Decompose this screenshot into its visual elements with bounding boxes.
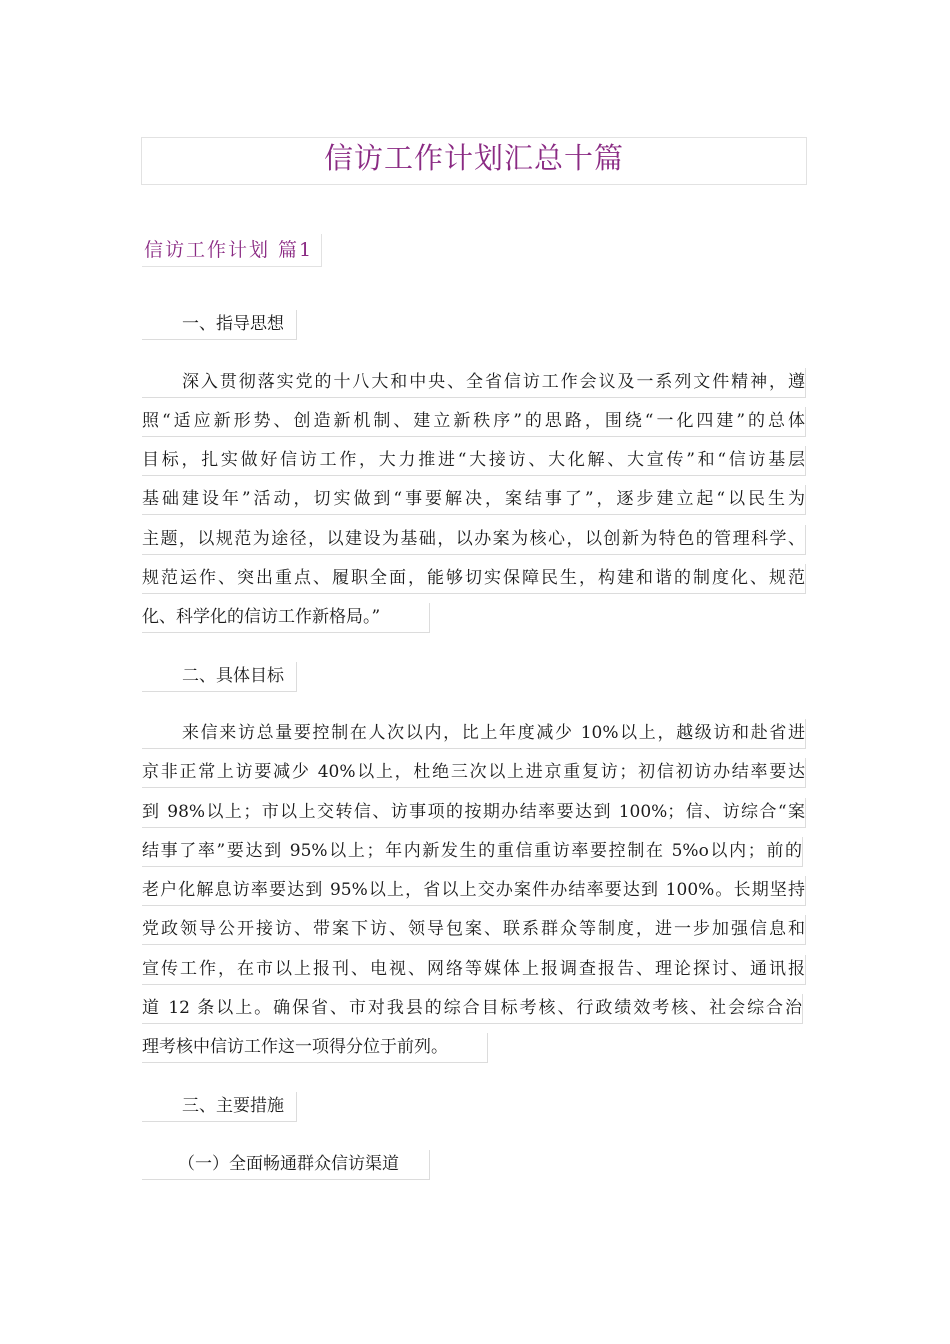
paragraph-2-line: 到 98%以上；市以上交转信、访事项的按期办结率要达到 100%；信、访综合“案: [142, 798, 806, 828]
paragraph-2-line: 老户化解息访率要达到 95%以上，省以上交办案件办结率要达到 100%。长期坚持: [142, 876, 806, 906]
paragraph-2-line: 结事了率”要达到 95%以上；年内新发生的重信重访率要控制在 5%o以内；前的: [142, 837, 803, 867]
paragraph-1-line: 照“适应新形势、创造新机制、建立新秩序”的思路，围绕“一化四建”的总体: [142, 407, 806, 437]
subsection-heading-1: （一）全面畅通群众信访渠道: [142, 1150, 430, 1180]
paragraph-2-line: 理考核中信访工作这一项得分位于前列。: [142, 1033, 488, 1063]
paragraph-1-line: 主题，以规范为途径，以建设为基础，以办案为核心，以创新为特色的管理科学、: [142, 525, 806, 555]
paragraph-1-line: 目标，扎实做好信访工作，大力推进“大接访、大化解、大宣传”和“信访基层: [142, 446, 806, 476]
paragraph-2-line: 来信来访总量要控制在人次以内，比上年度减少 10%以上，越级访和赴省进: [142, 719, 806, 749]
paragraph-2-line: 道 12 条以上。确保省、市对我县的综合目标考核、行政绩效考核、社会综合治: [142, 994, 803, 1024]
paragraph-2-line: 党政领导公开接访、带案下访、领导包案、联系群众等制度，进一步加强信息和: [142, 915, 806, 945]
paragraph-2-line: 京非正常上访要减少 40%以上，杜绝三次以上进京重复访；初信初访办结率要达: [142, 758, 806, 788]
paragraph-1-line: 基础建设年”活动，切实做到“事要解决，案结事了”，逐步建立起“以民生为: [142, 485, 806, 515]
paragraph-1-line: 深入贯彻落实党的十八大和中央、全省信访工作会议及一系列文件精神，遵: [142, 368, 806, 398]
section-subheading: 信访工作计划 篇1: [142, 234, 322, 267]
paragraph-1-line: 化、科学化的信访工作新格局。”: [142, 603, 430, 633]
paragraph-2-line: 宣传工作，在市以上报刊、电视、网络等媒体上报调查报告、理论探讨、通讯报: [142, 955, 806, 985]
paragraph-1-line: 规范运作、突出重点、履职全面，能够切实保障民生，构建和谐的制度化、规范: [142, 564, 806, 594]
section-heading-1: 一、指导思想: [142, 310, 297, 340]
document-title: 信访工作计划汇总十篇: [141, 137, 807, 185]
section-heading-3: 三、主要措施: [142, 1092, 297, 1122]
section-heading-2: 二、具体目标: [142, 662, 297, 692]
